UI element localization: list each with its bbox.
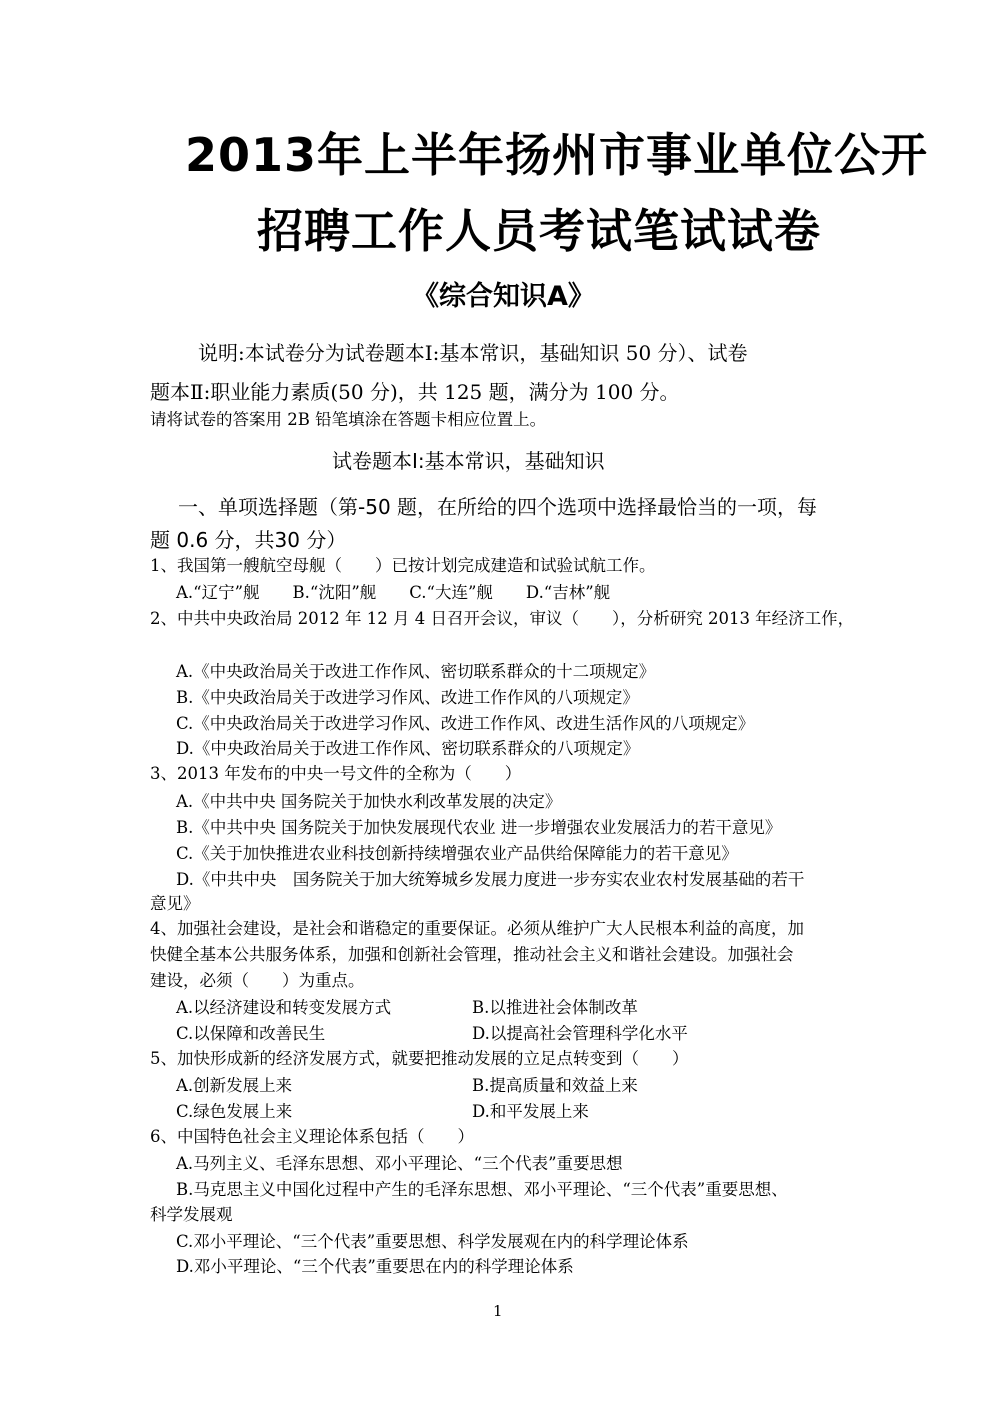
question-6-option-c: C.邓小平理论、“三个代表”重要思想、科学发展观在内的科学理论体系 — [176, 1232, 689, 1251]
part-heading-line-2: 题 0.6 分，共30 分） — [150, 528, 347, 552]
subtitle: 《综合知识A》 — [412, 281, 595, 312]
question-4-stem-line-3: 建设，必须（ ）为重点。 — [150, 971, 365, 990]
page-number: 1 — [493, 1302, 503, 1320]
question-2-option-c: C.《中央政治局关于改进学习作风、改进工作作风、改进生活作风的八项规定》 — [176, 714, 755, 733]
question-5-option-c: C.绿色发展上来 — [176, 1102, 293, 1121]
title-line-1: 2013年上半年扬州市事业单位公开 — [185, 128, 929, 182]
title-line-2: 招聘工作人员考试笔试试卷 — [257, 204, 821, 258]
intro-line-2: 题本Ⅱ:职业能力素质(50 分)，共 125 题，满分为 100 分。 — [150, 380, 680, 404]
question-4-stem-line-2: 快健全基本公共服务体系，加强和创新社会管理，推动社会主义和谐社会建设。加强社会 — [150, 945, 794, 964]
question-6-option-b-line-1: B.马克思主义中国化过程中产生的毛泽东思想、邓小平理论、“三个代表”重要思想、 — [176, 1180, 788, 1199]
question-6-option-b-line-2: 科学发展观 — [150, 1205, 233, 1224]
question-6-stem: 6、中国特色社会主义理论体系包括（ ） — [150, 1127, 474, 1146]
question-3-option-d-line-2: 意见》 — [150, 894, 200, 913]
question-2-option-b: B.《中央政治局关于改进学习作风、改进工作作风的八项规定》 — [176, 688, 639, 707]
question-4-stem-line-1: 4、加强社会建设，是社会和谐稳定的重要保证。必须从维护广大人民根本利益的高度，加 — [150, 919, 804, 938]
question-5-stem: 5、加快形成新的经济发展方式，就要把推动发展的立足点转变到（ ） — [150, 1049, 689, 1068]
question-2-option-a: A.《中央政治局关于改进工作作风、密切联系群众的十二项规定》 — [176, 662, 656, 681]
question-3-stem: 3、2013 年发布的中央一号文件的全称为（ ） — [150, 764, 522, 783]
question-3-option-b: B.《中共中央 国务院关于加快发展现代农业 进一步增强农业发展活力的若干意见》 — [176, 818, 782, 837]
question-4-option-c: C.以保障和改善民生 — [176, 1024, 326, 1043]
question-3-option-c: C.《关于加快推进农业科技创新持续增强农业产品供给保障能力的若干意见》 — [176, 844, 738, 863]
question-6-option-d: D.邓小平理论、“三个代表”重要思在内的科学理论体系 — [176, 1257, 574, 1276]
intro-line-1: 说明:本试卷分为试卷题本Ⅰ:基本常识，基础知识 50 分）、试卷 — [198, 341, 748, 365]
intro-line-3: 请将试卷的答案用 2B 铅笔填涂在答题卡相应位置上。 — [150, 410, 547, 429]
question-5-option-d: D.和平发展上来 — [472, 1102, 589, 1121]
question-2-stem: 2、中共中央政治局 2012 年 12 月 4 日召开会议，审议（ ），分析研究 2013 年经济工作， — [150, 609, 855, 628]
question-5-option-b: B.提高质量和效益上来 — [472, 1076, 638, 1095]
question-3-option-d-line-1: D.《中共中央 国务院关于加大统筹城乡发展力度进一步夯实农业农村发展基础的若干 — [176, 870, 805, 889]
question-1-stem: 1、我国第一艘航空母舰（ ）已按计划完成建造和试验试航工作。 — [150, 556, 656, 575]
question-2-option-d: D.《中央政治局关于改进工作作风、密切联系群众的八项规定》 — [176, 739, 640, 758]
question-6-option-a: A.马列主义、毛泽东思想、邓小平理论、“三个代表”重要思想 — [176, 1154, 623, 1173]
section-heading: 试卷题本Ⅰ:基本常识，基础知识 — [332, 449, 605, 473]
question-5-option-a: A.创新发展上来 — [176, 1076, 293, 1095]
question-4-option-a: A.以经济建设和转变发展方式 — [176, 998, 392, 1017]
question-4-option-d: D.以提高社会管理科学化水平 — [472, 1024, 688, 1043]
question-4-option-b: B.以推进社会体制改革 — [472, 998, 638, 1017]
part-heading-line-1: 一、单项选择题（第-50 题，在所给的四个选项中选择最恰当的一项，每 — [178, 495, 818, 519]
question-3-option-a: A.《中共中央 国务院关于加快水利改革发展的决定》 — [176, 792, 562, 811]
question-1-options: A.“辽宁”舰 B.“沈阳”舰 C.“大连”舰 D.“吉林”舰 — [176, 583, 611, 602]
